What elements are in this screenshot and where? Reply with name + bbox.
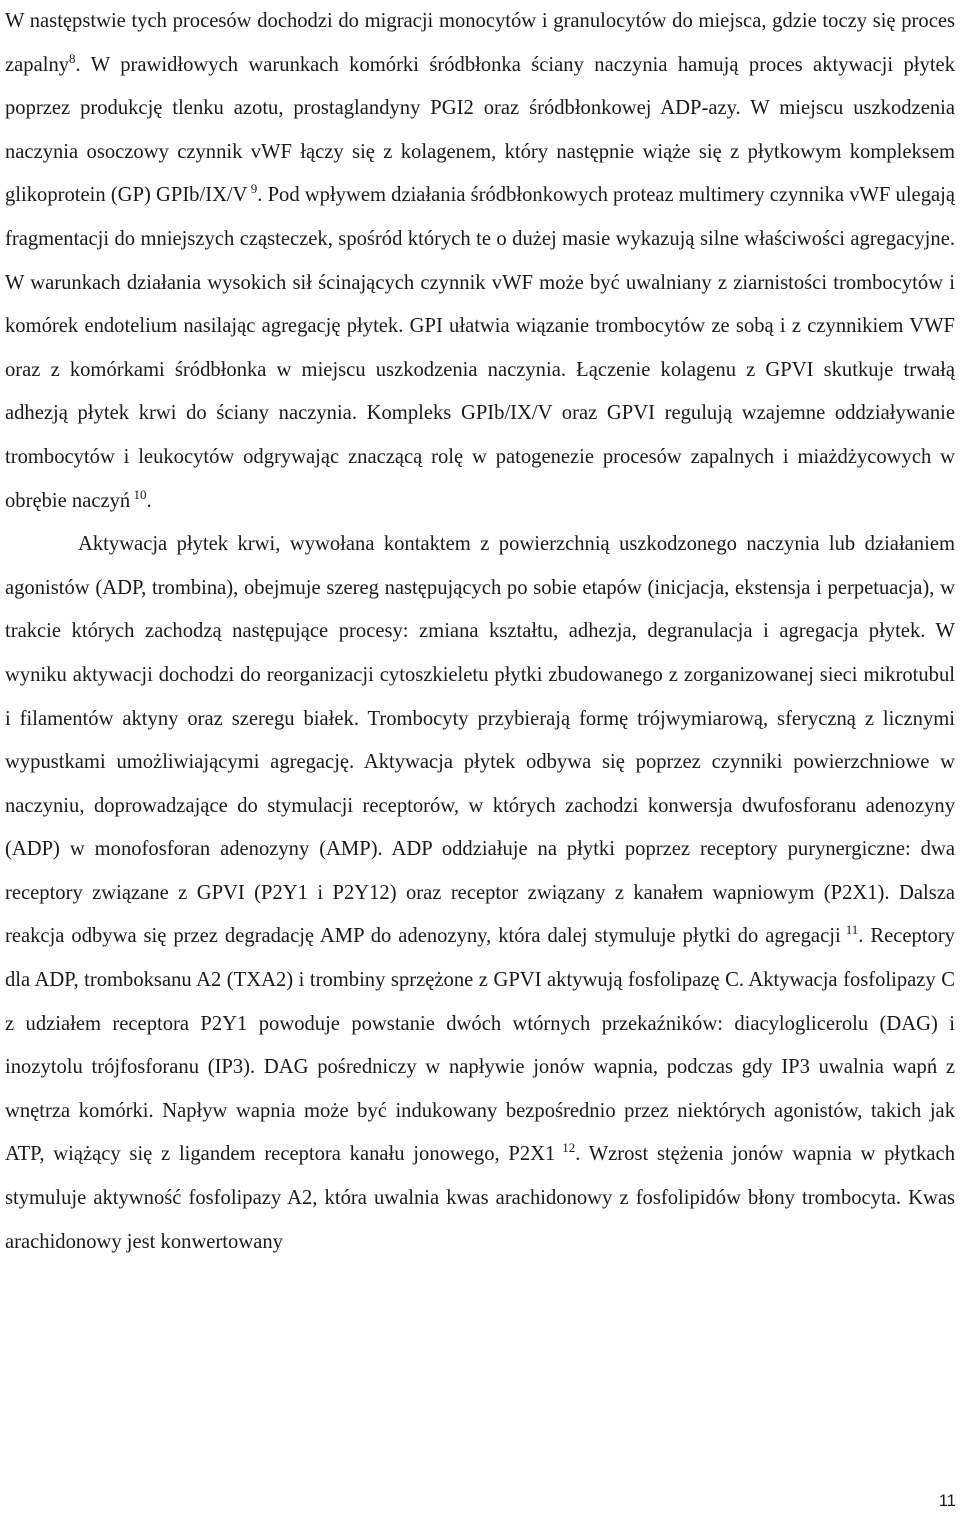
reference-number: 9 xyxy=(247,181,258,197)
reference-number: 10 xyxy=(130,486,147,502)
paragraph-2 xyxy=(5,523,955,1264)
page-number: 11 xyxy=(938,1492,956,1510)
text-run: . xyxy=(146,489,152,512)
document-page xyxy=(5,0,955,1264)
text-run: Aktywacja płytek krwi, wywołana kontaktem z powierzchnią uszkodzonego naczynia lub działaniem agonistów (ADP, trombina), obejmuje szereg następujących po sobie etapów (inicjacja, ekstensja i perpetuacja), w trakcie których zachodzą następujące procesy: zmiana kształtu, adhezja, degranulacja i agregacja płytek. W wyniku aktywacji dochodzi do reorganizacji cytoszkieletu płytki zbudowanego z zorganizowanej sieci mikrotubul i filamentów aktyny oraz szeregu białek. Trombocyty przybierają formę trójwymiarową, sferyczną z licznymi wypustkami umożliwiającymi agregację. Aktywacja płytek odbywa się poprzez czynniki powierzchniowe w naczyniu, doprowadzające do stymulacji receptorów, w których zachodzi konwersja dwufosforanu adenozyny (ADP) w monofosforan adenozyny (AMP). ADP oddziałuje na płytki poprzez receptory purynergiczne: dwa receptory związane z GPVI (P2Y1 i P2Y12) oraz receptor związany z kanałem wapniowym (P2X1). Dalsza reakcja odbywa się przez degradację AMP do adenozyny, która dalej stymuluje płytki do agregacji xyxy=(5,533,955,948)
text-run: W następstwie tych procesów dochodzi do migracji monocytów i granulocytów do miejsca, gdzie toczy się proces zapalny xyxy=(5,10,955,76)
reference-number: 12 xyxy=(555,1140,576,1156)
text-run: . Pod wpływem działania śródbłonkowych proteaz multimery czynnika vWF ulegają fragmentacji do mniejszych cząsteczek, spośród których te o dużej masie wykazują silne właściwości agregacyjne. W warunkach działania wysokich sił ścinających czynnik vWF może być uwalniany z ziarnistości trombocytów i komórek endotelium nasilając agregację płytek. GPI ułatwia wiązanie trombocytów ze sobą i z czynnikiem VWF oraz z komórkami śródbłonka w miejscu uszkodzenia naczynia. Łączenie kolagenu z GPVI skutkuje trwałą adhezją płytek krwi do ściany naczynia. Kompleks GPIb/IX/V oraz GPVI regulują wzajemne oddziaływanie trombocytów i leukocytów odgrywając znaczącą rolę w patogenezie procesów zapalnych i miażdżycowych w obrębie naczyń xyxy=(5,184,955,512)
reference-number: 11 xyxy=(840,922,859,938)
reference-number: 8 xyxy=(69,50,76,66)
paragraph-1 xyxy=(5,0,955,523)
text-run: . Wzrost stężenia jonów wapnia w płytkach stymuluje aktywność fosfolipazy A2, która uwalnia kwas arachidonowy z fosfolipidów błony trombocyta. Kwas arachidonowy jest konwertowany xyxy=(5,1143,955,1253)
text-run: . Receptory dla ADP, tromboksanu A2 (TXA2) i trombiny sprzężone z GPVI aktywują fosfolipazę C. Aktywacja fosfolipazy C z udziałem receptora P2Y1 powoduje powstanie dwóch wtórnych przekaźników: diacyloglicerolu (DAG) i inozytolu trójfosforanu (IP3). DAG pośredniczy w napływie jonów wapnia, podczas gdy IP3 uwalnia wapń z wnętrza komórki. Napływ wapnia może być indukowany bezpośrednio przez niektórych agonistów, takich jak ATP, wiążący się z ligandem receptora kanału jonowego, P2X1 xyxy=(5,925,955,1166)
text-run: . W prawidłowych warunkach komórki śródbłonka ściany naczynia hamują proces aktywacji płytek poprzez produkcję tlenku azotu, prostaglandyny PGI2 oraz śródbłonkowej ADP-azy. W miejscu uszkodzenia naczynia osoczowy czynnik vWF łączy się z kolagenem, który następnie wiąże się z płytkowym kompleksem glikoprotein (GP) GPIb/IX/V xyxy=(5,53,955,207)
